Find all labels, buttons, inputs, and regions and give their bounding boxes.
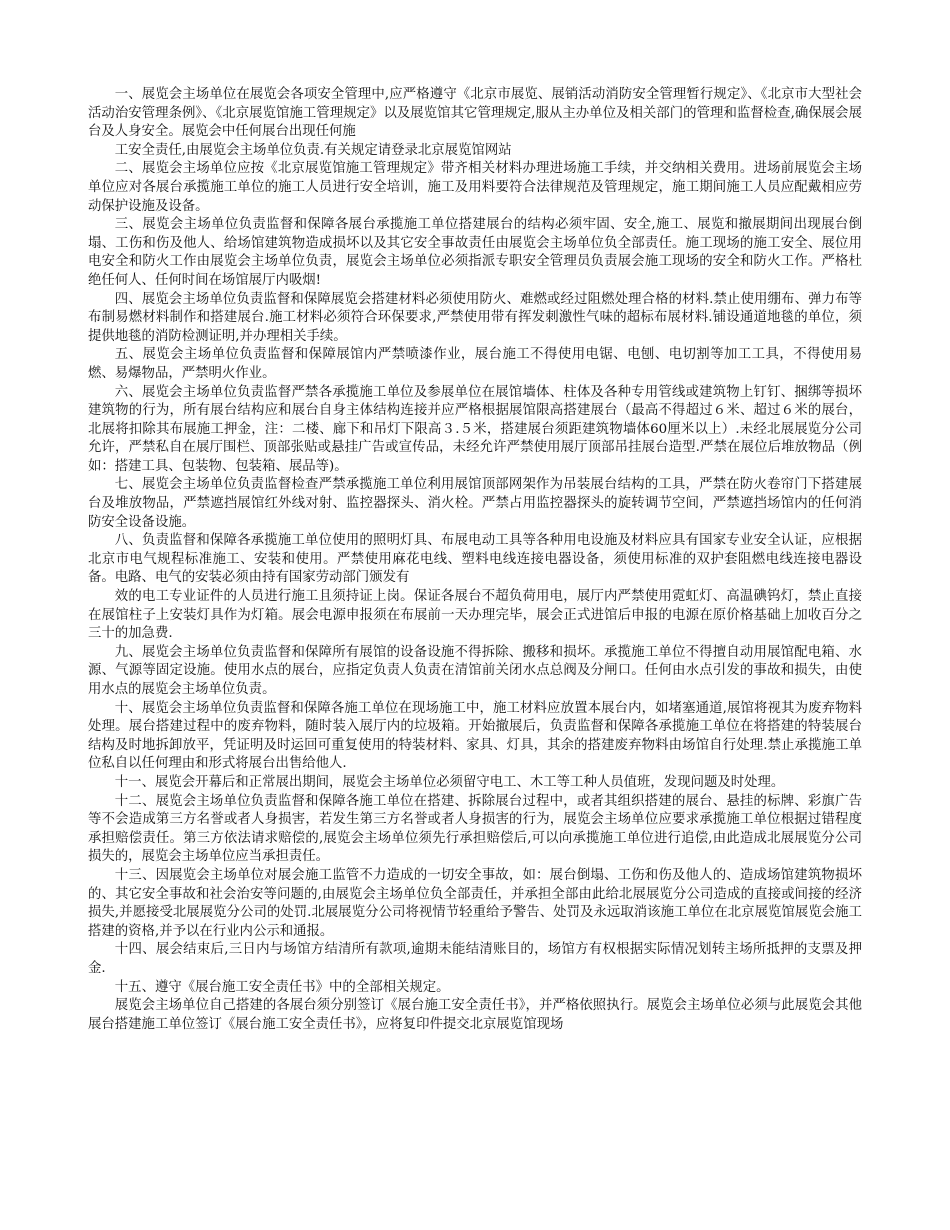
paragraph-closing: 展览会主场单位自己搭建的各展台须分别签订《展台施工安全责任书》，并严格依照执行。展览会主场单位必须与此展览会其他展台搭建施工单位签订《展台施工安全责任书》，应将复印件提交北京展览馆现场: [88, 998, 862, 1032]
paragraph-1-continued: 工安全责任,由展览会主场单位负责.有关规定请登录北京展览馆网站: [114, 142, 512, 158]
paragraph-4: 四、展览会主场单位负责监督和保障展览会搭建材料必须使用防火、难燃或经过阻燃处理合格的材料.禁止使用绷布、弹力布等布制易燃材料制作和搭建展台.施工材料必须符合环保要求,严禁使用带有挥发刺激性气味的超标布展材料.铺设通道地毯的单位，须提供地毯的消防检测证明,并办理相关手续。: [88, 291, 862, 344]
paragraph-3: 三、展览会主场单位负责监督和保障各展台承揽施工单位搭建展台的结构必须牢固、安全,施工、展览和撤展期间出现展台倒塌、工伤和伤及他人、给场馆建筑物造成损坏以及其它安全事故责任由展览会主场单位负全部责任。施工现场的施工安全、展位用电安全和防火工作由展览会主场单位负责，展览会主场单位必须指派专职安全管理员负责展会施工现场的安全和防火工作。严格杜绝任何人、任何时间在场馆展厅内吸烟!: [88, 217, 862, 288]
paragraph-7: 七、展览会主场单位负责监督检查严禁承揽施工单位利用展馆顶部网架作为吊装展台结构的工具，严禁在防火卷帘门下搭建展台及堆放物品，严禁遮挡展馆红外线对射、监控器探头、消火栓。严禁占用监控器探头的旋转调节空间，严禁遮挡场馆内的任何消防安全设备设施。: [88, 477, 862, 530]
document-body: [88, 86, 862, 1034]
paragraph-5: 五、展览会主场单位负责监督和保障展馆内严禁喷漆作业，展台施工不得使用电锯、电刨、电切割等加工工具，不得使用易燃、易爆物品，严禁明火作业。: [88, 347, 862, 381]
paragraph-2: 二、展览会主场单位应按《北京展览馆施工管理规定》带齐相关材料办理进场施工手续，并交纳相关费用。进场前展览会主场单位应对各展台承揽施工单位的施工人员进行安全培训，施工及用料要符合法律规范及管理规定，施工期间施工人员应配戴相应劳动保护设施及设备。: [88, 161, 862, 214]
paragraph-14: 十四、展会结束后,三日内与场馆方结清所有款项,逾期未能结清账目的，场馆方有权根据实际情况划转主场所抵押的支票及押金.: [88, 942, 862, 976]
paragraph-1: 一、展览会主场单位在展览会各项安全管理中,应严格遵守《北京市展览、展销活动消防安全管理暂行规定》、《北京市大型社会活动治安管理条例》、《北京展览馆施工管理规定》以及展览馆其它管理规定,服从主办单位及相关部门的管理和监督检查,确保展会展台及人身安全。展览会中任何展台出现任何施: [88, 87, 862, 140]
paragraph-9: 九、展览会主场单位负责监督和保障所有展馆的设备设施不得拆除、搬移和损坏。承揽施工单位不得擅自动用展馆配电箱、水源、气源等固定设施。使用水点的展台，应指定负责人负责在清馆前关闭水点总阀及分闸口。任何由水点引发的事故和损失，由使用水点的展览会主场单位负责。: [88, 644, 862, 697]
paragraph-8-continued: 效的电工专业证件的人员进行施工且须持证上岗。保证各展台不超负荷用电，展厅内严禁使用霓虹灯、高温碘钨灯，禁止直接在展馆柱子上安装灯具作为灯箱。展会电源申报须在布展前一天办理完毕，展会正式进馆后申报的电源在原价格基础上加收百分之三十的加急费.: [88, 589, 862, 642]
paragraph-11: 十一、展览会开幕后和正常展出期间，展览会主场单位必须留守电工、木工等工种人员值班，发现问题及时处理。: [114, 774, 785, 790]
paragraph-10: 十、展览会主场单位负责监督和保障各施工单位在现场施工中，施工材料应放置本展台内，如堵塞通道,展馆将视其为废弃物料处理。展台搭建过程中的废弃物料，随时装入展厅内的垃圾箱。开始撤展后，负责监督和保障各承揽施工单位在将搭建的特装展台结构及时地拆卸放平，凭证明及时运回可重复使用的特装材料、家具、灯具，其余的搭建废弃物料由场馆自行处理.禁止承揽施工单位私自以任何理由和形式将展台出售给他人.: [88, 700, 862, 772]
paragraph-8: 八、负责监督和保障各承揽施工单位使用的照明灯具、布展电动工具等各种用电设施及材料应具有国家专业安全认证，应根据北京市电气规程标准施工、安装和使用。严禁使用麻花电线、塑料电线连接电器设备，须使用标准的双护套阻燃电线连接电器设备。电路、电气的安装必须由持有国家劳动部门颁发有: [88, 533, 862, 586]
paragraph-13: 十三、因展览会主场单位对展会施工监管不力造成的一切安全事故，如：展台倒塌、工伤和伤及他人的、造成场馆建筑物损坏的、其它安全事故和社会治安等问题的,由展览会主场单位负全部责任，并承担全部由此给北展展览分公司造成的直接或间接的经济损失,并愿接受北展展览分公司的处罚.北展展览分公司将视情节轻重给予警告、处罚及永远取消该施工单位在北京展览馆展览会施工搭建的资格,并予以在行业内公示和通报。: [88, 867, 862, 939]
paragraph-12: 十二、展览会主场单位负责监督和保障各施工单位在搭建、拆除展台过程中，或者其组织搭建的展台、悬挂的标牌、彩旗广告等不会造成第三方名誉或者人身损害，若发生第三方名誉或者人身损害的行为，展览会主场单位应要求承揽施工单位根据过错程度承担赔偿责任。第三方依法请求赔偿的,展览会主场单位须先行承担赔偿后,可以向承揽施工单位进行追偿,由此造成北展展览分公司损失的，展览会主场单位应当承担责任。: [88, 793, 862, 865]
paragraph-15: 十五、遵守《展台施工安全责任书》中的全部相关规定。: [114, 979, 450, 995]
paragraph-6: 六、展览会主场单位负责监督严禁各承揽施工单位及参展单位在展馆墙体、柱体及各种专用管线或建筑物上钉钉、捆绑等损坏建筑物的行为，所有展台结构应和展台自身主体结构连接并应严格根据展馆限高搭建展台（最高不得超过６米、超过６米的展台，北展将扣除其布展施工押金，注：二楼、廊下和吊灯下限高３.５米，搭建展台须距建筑物墙体60厘米以上）.未经北展展览分公司允许，严禁私自在展厅围栏、顶部张贴或悬挂广告或宣传品，未经允许严禁使用展厅顶部吊挂展台造型.严禁在展位后堆放物品（例如：搭建工具、包装物、包装箱、展品等)。: [88, 384, 862, 474]
